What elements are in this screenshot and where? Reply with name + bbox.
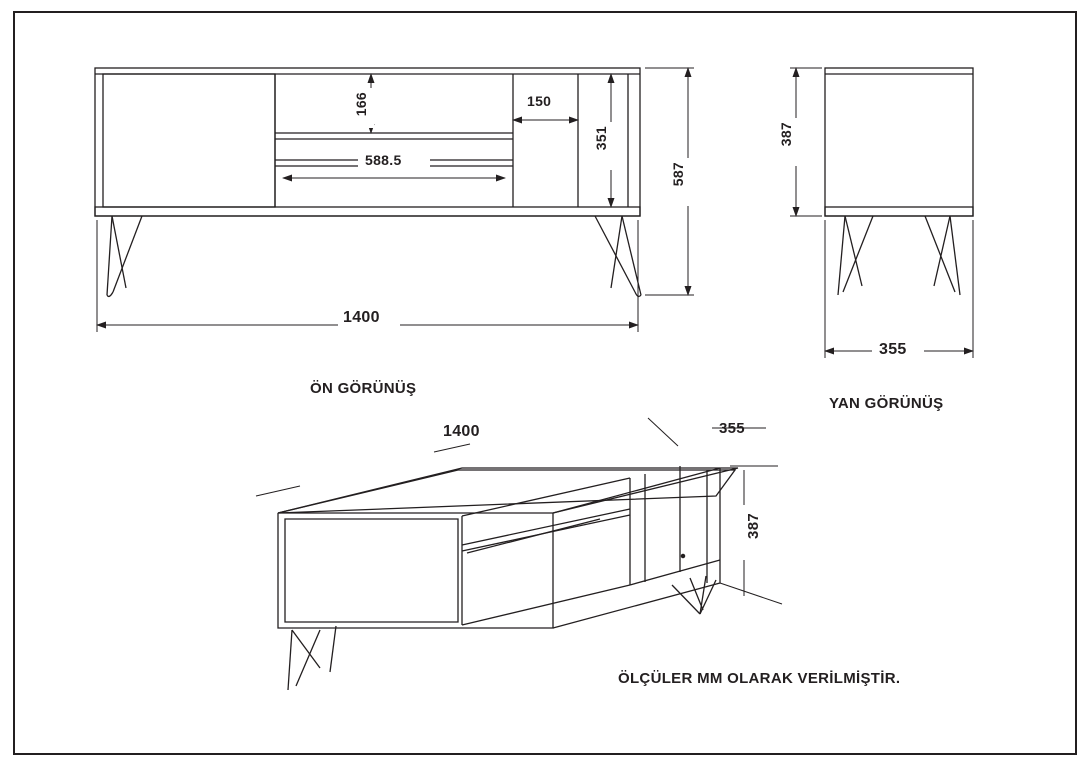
front-view-caption: ÖN GÖRÜNÜŞ — [310, 380, 417, 397]
front-dim-1400: 1400 — [343, 309, 380, 326]
front-dim-587: 587 — [670, 162, 686, 187]
side-dim-355: 355 — [879, 341, 907, 358]
front-dim-351: 351 — [593, 126, 609, 151]
front-view-dimensions — [97, 68, 694, 332]
side-dim-387: 387 — [778, 122, 794, 147]
front-dim-150: 150 — [527, 93, 552, 109]
front-dim-166: 166 — [353, 92, 369, 117]
side-dimension-text-backdrops — [773, 118, 924, 362]
perspective-dim-355: 355 — [719, 420, 745, 437]
side-view-dimensions — [790, 68, 973, 358]
front-dim-588-5: 588.5 — [365, 152, 402, 168]
side-view-geometry — [825, 68, 973, 295]
units-note: ÖLÇÜLER MM OLARAK VERİLMİŞTİR. — [618, 670, 901, 687]
perspective-dim-1400: 1400 — [443, 423, 480, 440]
perspective-view-geometry — [278, 466, 738, 690]
side-view-caption: YAN GÖRÜNÜŞ — [829, 395, 944, 412]
perspective-dim-387: 387 — [745, 513, 762, 539]
